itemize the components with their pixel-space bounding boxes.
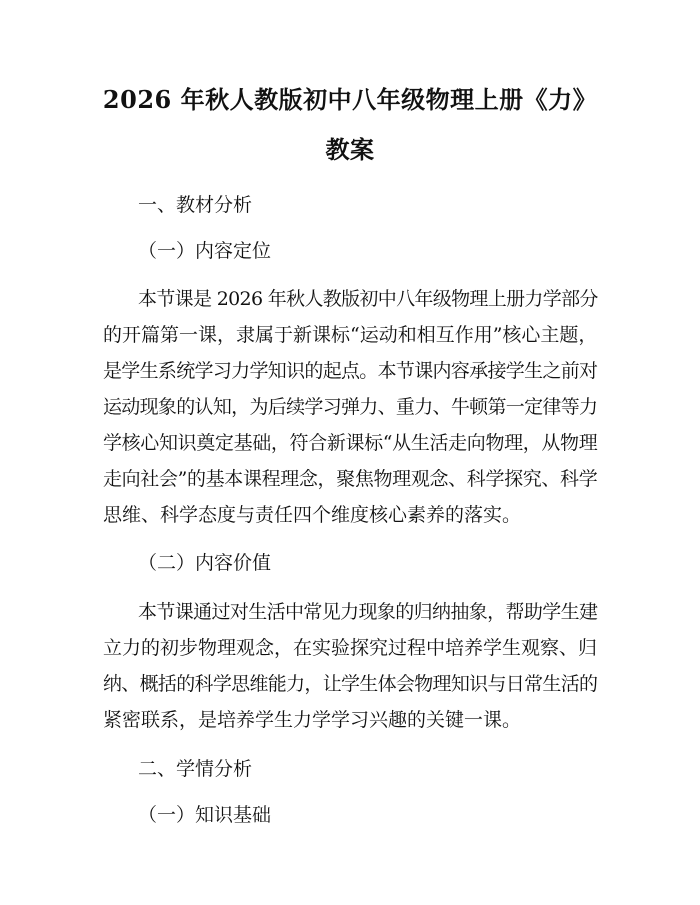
paragraph-line: 学核心知识奠定基础，符合新课标“从生活走向物理，从物理 [103, 432, 598, 454]
paragraph-line: 本节课是 2026 年秋人教版初中八年级物理上册力学部分 [138, 288, 598, 310]
paragraph-line: 思维、科学态度与责任四个维度核心素养的落实。 [103, 504, 522, 526]
section-heading-2: 二、学情分析 [138, 758, 253, 780]
paragraph-line: 运动现象的认知，为后续学习弹力、重力、牛顿第一定律等力 [103, 396, 598, 418]
paragraph-line: 纳、概括的科学思维能力，让学生体会物理知识与日常生活的 [103, 673, 598, 695]
document-title-line-1: 2026 年秋人教版初中八年级物理上册《力》 [102, 85, 598, 114]
document-title-line-2: 教案 [325, 135, 375, 164]
paragraph-line: 本节课通过对生活中常见力现象的归纳抽象，帮助学生建 [138, 601, 598, 623]
paragraph-line: 的开篇第一课，隶属于新课标“运动和相互作用”核心主题， [103, 324, 598, 346]
subsection-heading-1-1: （一）内容定位 [138, 240, 272, 262]
paragraph-line: 走向社会”的基本课程理念，聚焦物理观念、科学探究、科学 [103, 468, 598, 490]
paragraph-line: 是学生系统学习力学知识的起点。本节课内容承接学生之前对 [103, 360, 598, 382]
paragraph-line: 立力的初步物理观念，在实验探究过程中培养学生观察、归 [103, 637, 598, 659]
subsection-heading-2-1: （一）知识基础 [138, 804, 272, 826]
paragraph-line: 紧密联系，是培养学生力学学习兴趣的关键一课。 [103, 709, 522, 731]
subsection-heading-1-2: （二）内容价值 [138, 552, 272, 574]
section-heading-1: 一、教材分析 [138, 194, 253, 216]
